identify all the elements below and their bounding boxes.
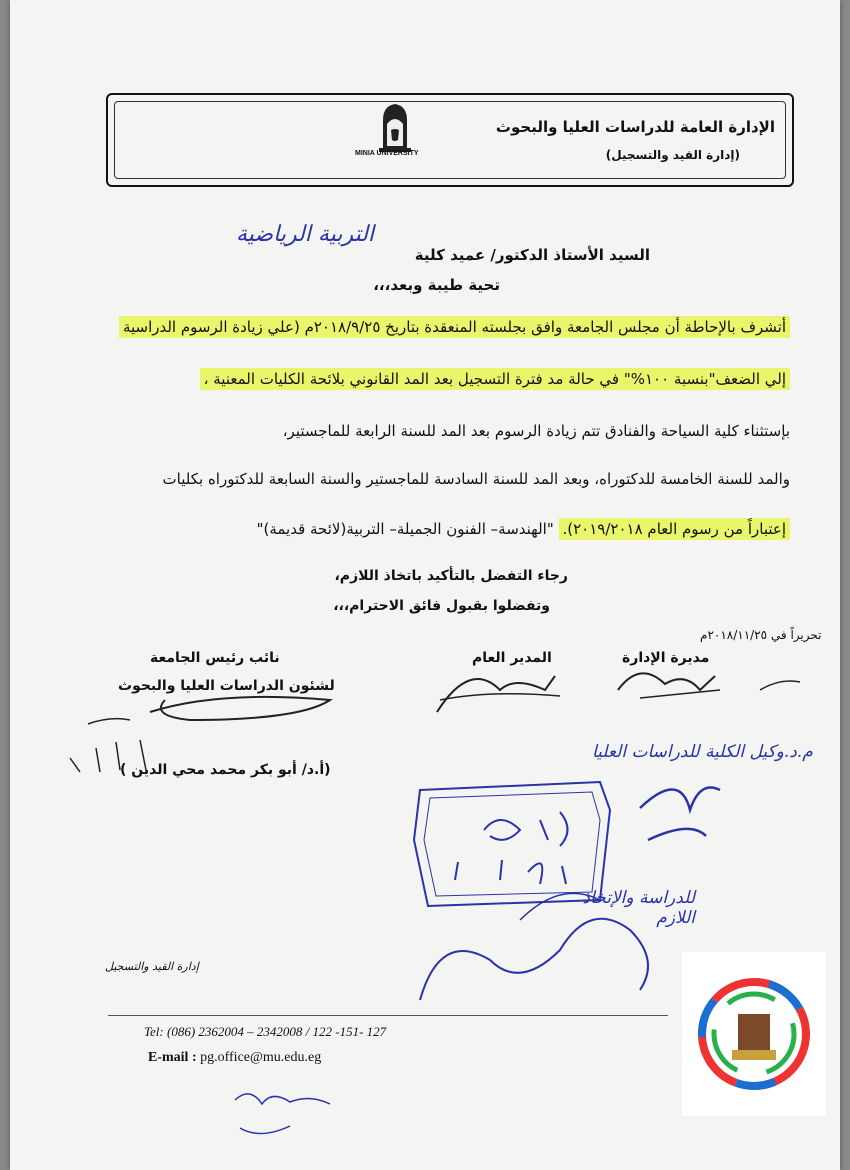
- handwritten-note-bottom: للدراسة والإتخاذ اللازم: [582, 888, 695, 928]
- body-line-5-effective-date: إعتباراً من رسوم العام ٢٠١٩/٢٠١٨).: [559, 518, 791, 540]
- footer-email-label: E-mail :: [148, 1050, 197, 1065]
- body-line-2-text: إلي الضعف"بنسبة ١٠٠%" في حالة مد فترة التسجيل بعد المد القانوني بلائحة الكليات المعنية ،: [200, 368, 790, 390]
- footer-telephone: Tel: (086) 2362004 – 2342008 / 122 -151- 127: [144, 1024, 387, 1039]
- footer-email-value: pg.office@mu.edu.eg: [200, 1050, 322, 1065]
- logo-text: MINIA UNIVERSITY: [355, 150, 419, 157]
- addressee-line: السيد الأستاذ الدكتور/ عميد كلية: [414, 246, 650, 264]
- footer-divider: [108, 1015, 668, 1016]
- department-subtitle: (إدارة القيد والتسجيل): [605, 148, 740, 162]
- director-admin-label: مديرة الإدارة: [622, 650, 710, 666]
- vp-name: (أ.د/ أبو بكر محمد محي الدين ): [120, 762, 331, 778]
- issue-date: تحريراً في ٢٠١٨/١١/٢٥م: [700, 628, 822, 642]
- body-line-5-faculties: "الهندسة– الفنون الجميلة– التربية(لائحة قديمة)": [256, 520, 554, 538]
- watermark-emblem: [682, 952, 826, 1116]
- greeting-line: تحية طيبة وبعد،،،: [373, 276, 500, 294]
- vp-title-line-1: نائب رئيس الجامعة: [150, 650, 280, 666]
- footer-department: إدارة القيد والتسجيل: [105, 960, 199, 973]
- handwritten-faculty-name: التربية الرياضية: [236, 222, 375, 247]
- closing-line-1: رجاء التفضل بالتأكيد باتخاذ اللازم،: [334, 568, 568, 584]
- body-line-3: بإستثناء كلية السياحة والفنادق تتم زيادة الرسوم بعد المد للسنة الرابعة للماجستير،: [282, 422, 790, 440]
- body-line-1-text: أتشرف بالإحاطة أن مجلس الجامعة وافق بجلسته المنعقدة بتاريخ ٢٠١٨/٩/٢٥م (علي زيادة الرسوم الدراسية: [119, 316, 790, 338]
- closing-line-2: وتفضلوا بقبول فائق الاحترام،،،: [333, 598, 550, 614]
- footer-email: [148, 1050, 321, 1066]
- handwritten-note-right: م.د.وكيل الكلية للدراسات العليا: [592, 742, 813, 762]
- general-director-label: المدير العام: [472, 650, 552, 666]
- body-line-4: والمد للسنة الخامسة للدكتوراه، وبعد المد للسنة السادسة للماجستير والسنة السابعة للدكتوراه بكليات: [162, 470, 790, 488]
- department-title: الإدارة العامة للدراسات العليا والبحوث: [495, 118, 775, 136]
- emblem-icon: [682, 952, 826, 1116]
- vp-title-line-2: لشئون الدراسات العليا والبحوث: [118, 678, 335, 694]
